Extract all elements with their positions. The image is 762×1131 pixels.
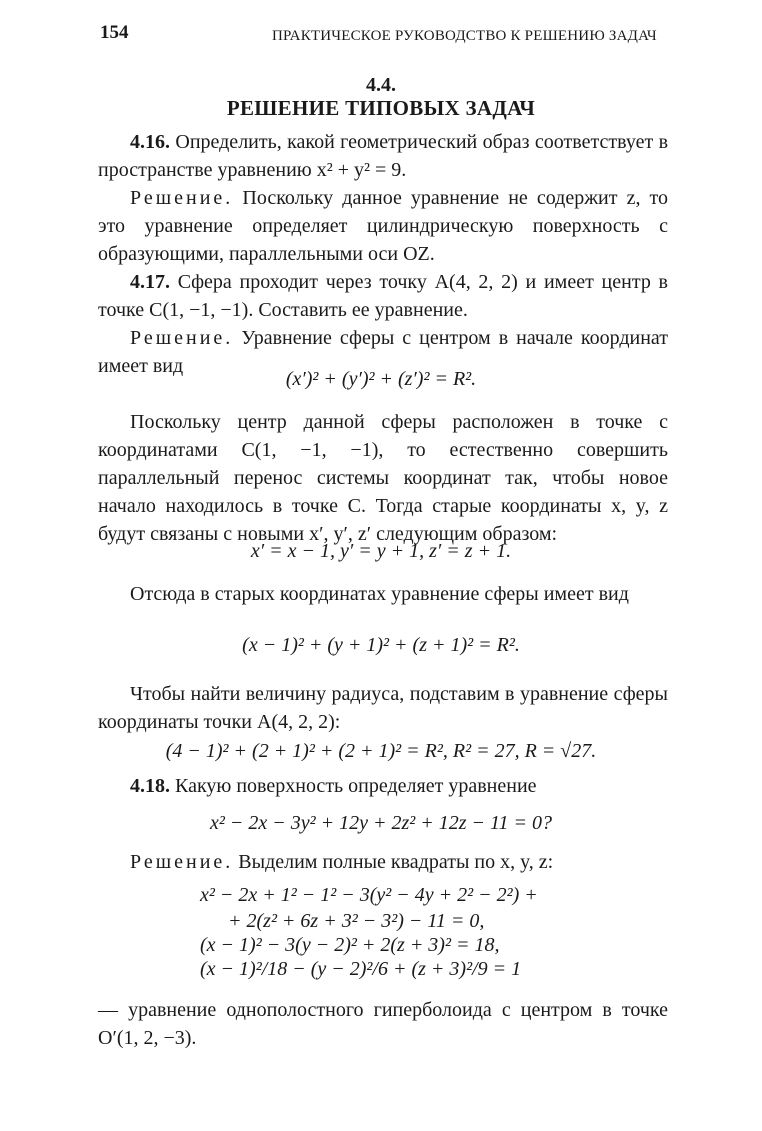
solution-label: Решение.: [130, 187, 234, 209]
equation-sphere-old: (x − 1)² + (y + 1)² + (z + 1)² = R².: [242, 634, 520, 656]
equation-surface: x² − 2x − 3y² + 12y + 2z² + 12z − 11 = 0?: [209, 812, 553, 834]
problem-number: 4.16.: [130, 131, 170, 153]
problem-text: Сфера проходит через точку A(4, 2, 2) и имеет центр в точке C(1, −1, −1). Составить ее уравнение.: [98, 271, 668, 321]
equation-translation: x′ = x − 1, y′ = y + 1, z′ = z + 1.: [250, 540, 512, 562]
solution-4-18: [98, 848, 668, 876]
equation-squares-line-2: + 2(z² + 6z + 3² − 3²) − 11 = 0,: [228, 910, 485, 932]
problem-4-16: [98, 128, 668, 184]
paragraph-radius: Чтобы найти величину радиуса, подставим в уравнение сферы координаты точки A(4, 2, 2):: [98, 683, 668, 733]
section-title: РЕШЕНИЕ ТИПОВЫХ ЗАДАЧ: [226, 96, 536, 120]
problem-number: 4.18.: [130, 775, 170, 797]
equation-squares-line-1: x² − 2x + 1² − 1² − 3(y² − 4y + 2² − 2²) +: [200, 884, 538, 906]
problem-4-18: [98, 772, 668, 800]
paragraph-translation: Поскольку центр данной сферы расположен в точке с координатами C(1, −1, −1), то естественно совершить параллельный перенос системы координат так, чтобы новое начало находилось в точке C. Тогда старые координаты x, y, z будут связаны с новыми x′, y′, z′ следующим образом:: [98, 411, 668, 545]
problem-4-17: [98, 268, 668, 324]
equation-radius: (4 − 1)² + (2 + 1)² + (2 + 1)² = R², R² = 27, R = √27.: [165, 740, 597, 762]
equation-squares-line-4: (x − 1)²/18 − (y − 2)²/6 + (z + 3)²/9 = 1: [200, 958, 522, 980]
solution-text: Выделим полные квадраты по x, y, z:: [238, 851, 554, 873]
paragraph-old-coordinates: Отсюда в старых координатах уравнение сферы имеет вид: [130, 583, 629, 605]
solution-4-16: [98, 184, 668, 268]
section-number: 4.4.: [366, 74, 396, 96]
problem-number: 4.17.: [130, 271, 170, 293]
problem-text: Определить, какой геометрический образ соответствует в пространстве уравнению x² + y² = 9.: [98, 131, 669, 181]
problem-text: Какую поверхность определяет уравнение: [175, 775, 537, 797]
running-title: ПРАКТИЧЕСКОЕ РУКОВОДСТВО К РЕШЕНИЮ ЗАДАЧ: [272, 28, 657, 44]
equation-squares-line-3: (x − 1)² − 3(y − 2)² + 2(z + 3)² = 18,: [200, 934, 500, 956]
solution-text: Уравнение сферы с центром в начале координат имеет вид: [98, 327, 668, 377]
solution-label: Решение.: [130, 327, 234, 349]
solution-label: Решение.: [130, 851, 234, 873]
equation-sphere-origin: (x′)² + (y′)² + (z′)² = R².: [285, 368, 477, 390]
solution-text: Поскольку данное уравнение не содержит z, то это уравнение определяет цилиндрическую поверхность с образующими, параллельными оси OZ.: [98, 187, 669, 265]
page-number: 154: [100, 22, 129, 43]
conclusion-4-18: — уравнение однополостного гиперболоида с центром в точке O′(1, 2, −3).: [98, 999, 668, 1049]
